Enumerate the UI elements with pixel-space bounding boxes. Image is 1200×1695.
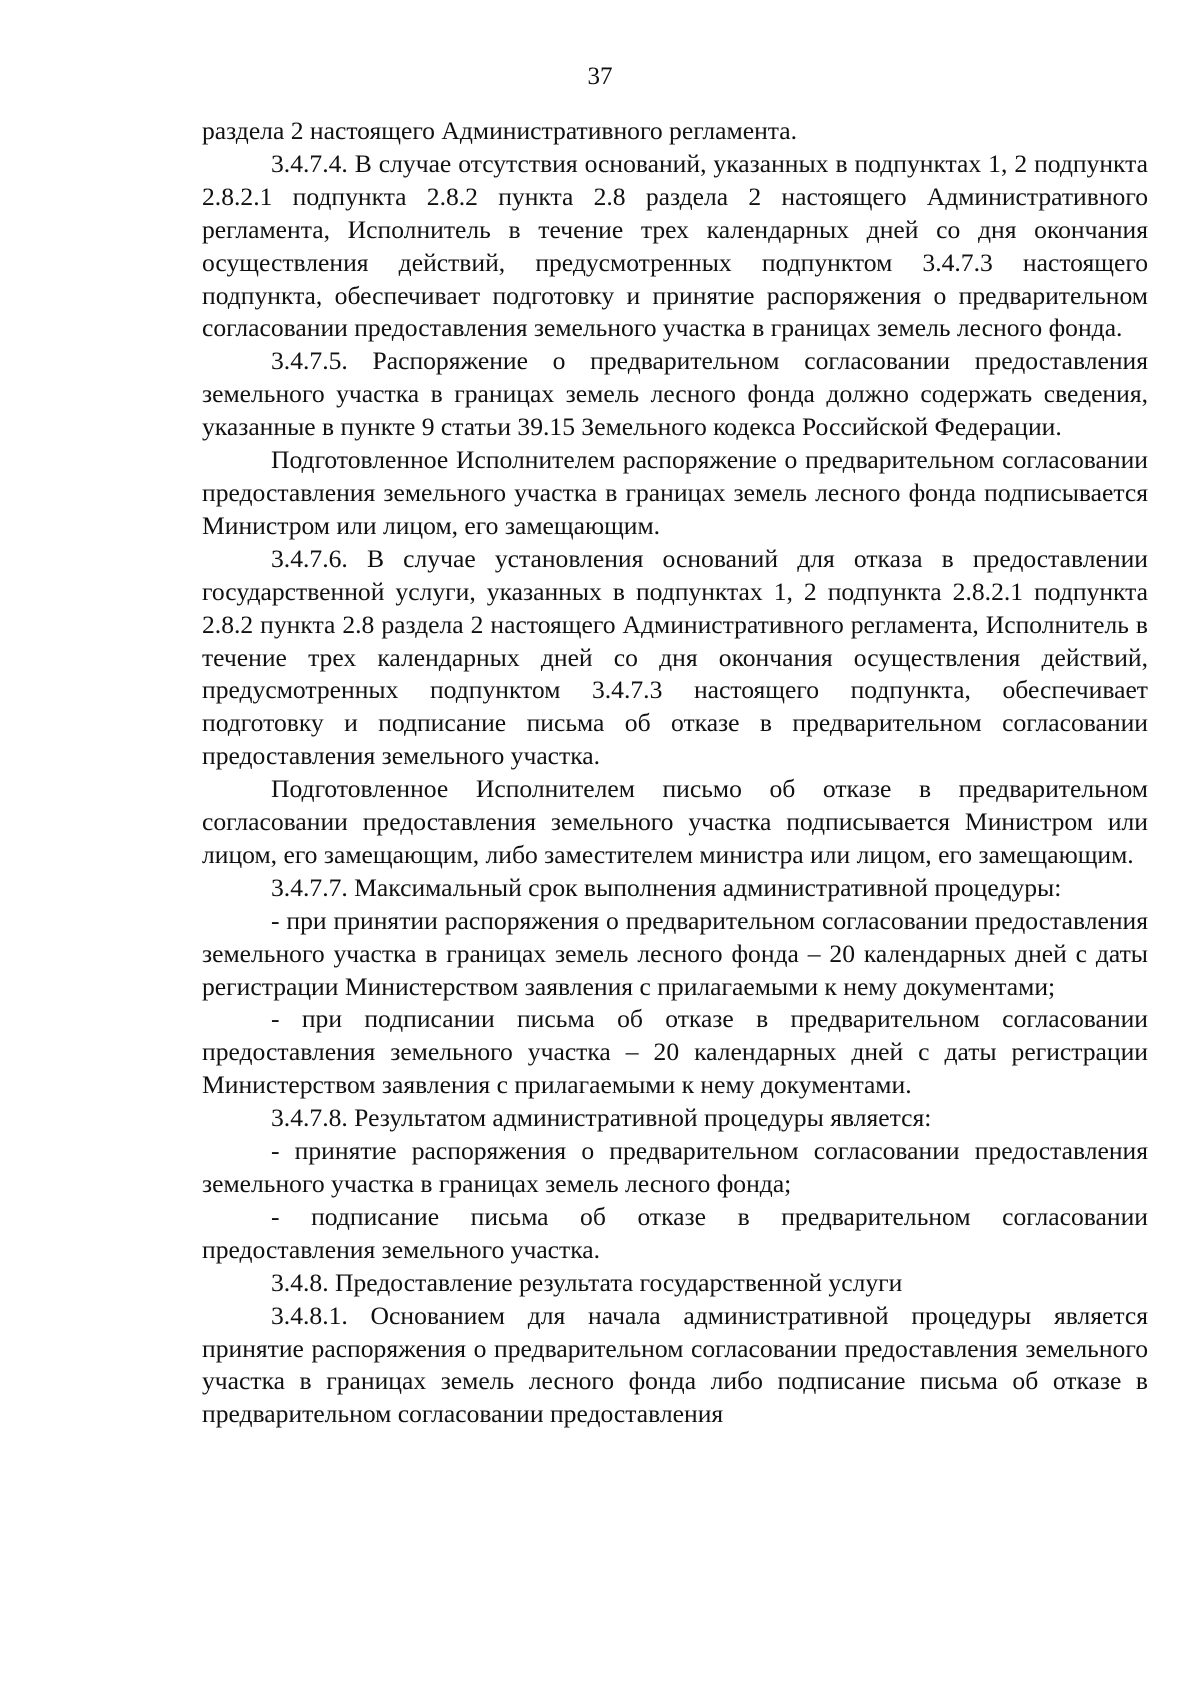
paragraph-continuation: раздела 2 настоящего Административного регламента. [202, 116, 798, 145]
paragraph-3-4-7-6: 3.4.7.6. В случае установления оснований для отказа в предоставлении государственной услуги, указанных в подпунктах 1, 2 подпункта 2.8.2.1 подпункта 2.8.2 пункта 2.8 раздела 2 настоящего Административного регламента, Исполнитель в течение трех календарных дней со дня окончания осуществления действий, предусмотренных подпунктом 3.4.7.3 настоящего подпункта, обеспечивает подготовку и подписание письма об отказе в предварительном согласовании предоставления земельного участка. [202, 543, 1148, 771]
paragraph-order-signing: Подготовленное Исполнителем распоряжение о предварительном согласовании предоставления земельного участка в границах земель лесного фонда подписывается Министром или лицом, его замещающим. [202, 445, 1148, 540]
list-item-refusal-deadline: - при подписании письма об отказе в предварительном согласовании предоставления земельного участка – 20 календарных дней с даты регистрации Министерством заявления с прилагаемыми к нему документами. [202, 1004, 1148, 1100]
paragraph-refusal-signing: Подготовленное Исполнителем письмо об отказе в предварительном согласовании предоставления земельного участка подписывается Министром или лицом, его замещающим, либо заместителем министра или лицом, его замещающим. [202, 774, 1148, 869]
paragraph-3-4-7-5: 3.4.7.5. Распоряжение о предварительном согласовании предоставления земельного участка в границах земель лесного фонда должно содержать сведения, указанные в пункте 9 статьи 39.15 Земельного кодекса Российской Федерации. [202, 346, 1148, 442]
paragraph-3-4-7-8: 3.4.7.8. Результатом административной процедуры является: [271, 1103, 932, 1133]
paragraph-3-4-8-1: 3.4.8.1. Основанием для начала административной процедуры является принятие распоряжения о предварительном согласовании предоставления земельного участка в границах земель лесного фонда либо подписание письма об отказе в предварительном согласовании предоставления [202, 1300, 1148, 1429]
list-item-order-deadline: - при принятии распоряжения о предварительном согласовании предоставления земельного участка в границах земель лесного фонда – 20 календарных дней с даты регистрации Министерством заявления с прилагаемыми к нему документами; [202, 905, 1148, 1001]
heading-3-4-8: 3.4.8. Предоставление результата государственной услуги [271, 1267, 903, 1297]
list-item-refusal-result: - подписание письма об отказе в предварительном согласовании предоставления земельного участка. [202, 1201, 1148, 1264]
paragraph-3-4-7-4: 3.4.7.4. В случае отсутствия оснований, указанных в подпунктах 1, 2 подпункта 2.8.2.1 подпункта 2.8.2 пункта 2.8 раздела 2 настоящего Административного регламента, Исполнитель в течение трех календарных дней со дня окончания осуществления действий, предусмотренных подпунктом 3.4.7.3 настоящего подпункта, обеспечивает подготовку и принятие распоряжения о предварительном согласовании предоставления земельного участка в границах земель лесного фонда. [202, 148, 1148, 343]
document-body [202, 115, 1148, 1431]
list-item-order-result: - принятие распоряжения о предварительном согласовании предоставления земельного участка в границах земель лесного фонда; [202, 1136, 1148, 1198]
paragraph-3-4-7-7: 3.4.7.7. Максимальный срок выполнения административной процедуры: [271, 872, 1062, 902]
page-number: 37 [587, 63, 613, 90]
